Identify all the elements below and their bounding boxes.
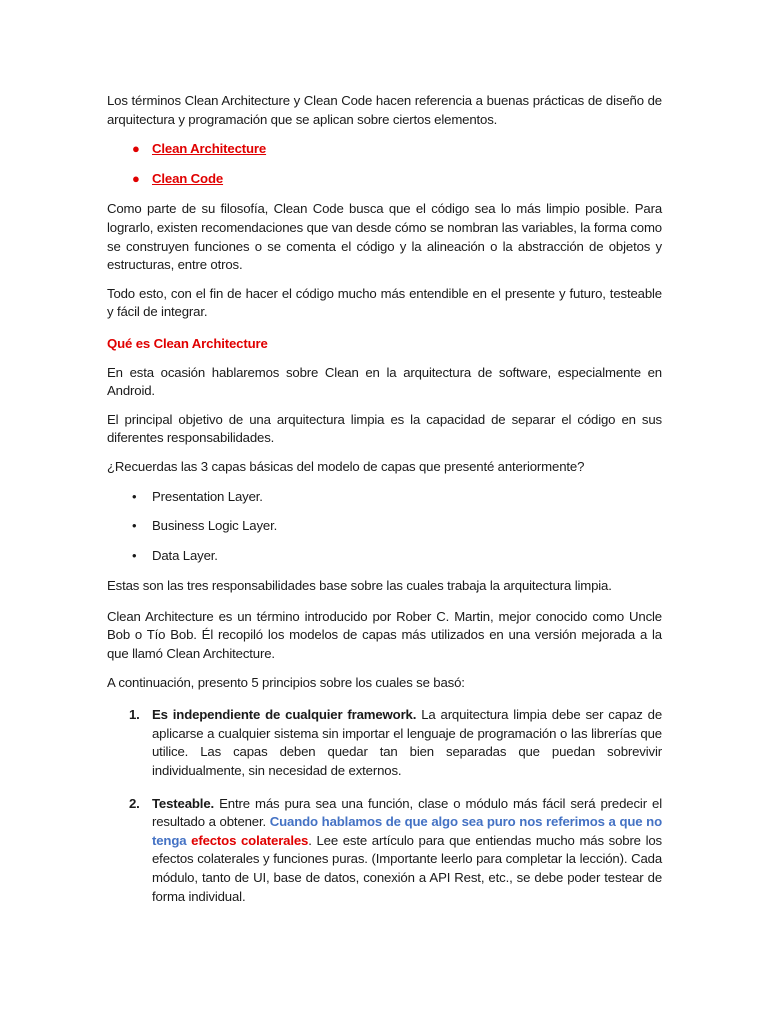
- pure-definition-text: Cuando hablamos de que algo sea puro nos referimos a que no tenga: [152, 814, 662, 848]
- intro-paragraph: Los términos Clean Architecture y Clean Code hacen referencia a buenas prácticas de diseño de arquitectura y programación que se aplican sobre ciertos elementos.: [107, 93, 662, 127]
- bullet-dot-icon: •: [132, 488, 137, 504]
- bullet-dot-icon: ●: [132, 141, 140, 157]
- occasion-paragraph: En esta ocasión hablaremos sobre Clean en la arquitectura de software, especialmente en Android.: [107, 364, 662, 399]
- layers-list: [107, 488, 662, 566]
- question-paragraph: ¿Recuerdas las 3 capas básicas del modelo de capas que presenté anteriormente?: [107, 458, 585, 474]
- principle-text: La arquitectura limpia debe ser capaz de aplicarse a cualquier sistema sin importar el lenguaje de programación o las librerías que utilice. Las capas deben quedar tan bien separadas que puedan sobrevivir individualmente, sin necesidad de externos.: [152, 707, 663, 779]
- list-item: [107, 547, 662, 566]
- layer-label: Presentation Layer.: [152, 488, 263, 504]
- principle-text: . Lee este artículo para que entiendas mucho más sobre los efectos colaterales y funciones puras. (Importante leerlo para completar la lección). Cada módulo, tanto de UI, base de datos, conexión a API Rest, etc., se debe poder testear de forma individual.: [152, 832, 662, 904]
- list-item: [107, 140, 662, 159]
- bullet-dot-icon: ●: [132, 170, 140, 186]
- clean-code-link[interactable]: Clean Code: [152, 170, 224, 186]
- list-number: 2.: [129, 795, 140, 811]
- principle-text: Entre más pura sea una función, clase o módulo más fácil será predecir el resultado a obtener.: [152, 795, 662, 830]
- list-item: [107, 488, 662, 507]
- layer-label: Business Logic Layer.: [152, 518, 278, 534]
- list-item: [107, 706, 662, 780]
- responsibilities-paragraph: Estas son las tres responsabilidades base sobre las cuales trabaja la arquitectura limpia.: [107, 578, 612, 594]
- clean-architecture-link[interactable]: Clean Architecture: [152, 141, 267, 157]
- list-item: [107, 517, 662, 536]
- principles-intro-paragraph: A continuación, presento 5 principios sobre los cuales se basó:: [107, 674, 465, 690]
- side-effects-link[interactable]: efectos colaterales: [191, 832, 309, 848]
- principles-list: [107, 706, 662, 906]
- objective-paragraph: El principal objetivo de una arquitectura limpia es la capacidad de separar el código en sus diferentes responsabilidades.: [107, 411, 662, 446]
- principle-title: Testeable.: [152, 795, 215, 811]
- topic-links-list: [107, 140, 662, 188]
- martin-paragraph: Clean Architecture es un término introducido por Rober C. Martin, mejor conocido como Uncle Bob o Tío Bob. Él recopiló los modelos de capas más utilizados en una versión mejorada a la que llamó Clean Architecture.: [107, 608, 662, 662]
- list-item: [107, 170, 662, 189]
- list-item: [107, 795, 662, 907]
- principle-title: Es independiente de cualquier framework.: [152, 707, 417, 723]
- section-heading: Qué es Clean Architecture: [107, 335, 268, 351]
- list-number: 1.: [129, 707, 140, 723]
- bullet-dot-icon: •: [132, 547, 137, 563]
- philosophy-paragraph: Como parte de su filosofía, Clean Code busca que el código sea lo más limpio posible. Para lograrlo, existen recomendaciones que van desde cómo se nombran las variables, la forma como se construyen funciones o se comenta el código y la alineación o la abstracción de objetos y estructuras, entre otros.: [107, 201, 662, 273]
- layer-label: Data Layer.: [152, 547, 218, 563]
- bullet-dot-icon: •: [132, 518, 137, 534]
- purpose-paragraph: Todo esto, con el fin de hacer el código mucho más entendible en el presente y futuro, testeable y fácil de integrar.: [107, 285, 662, 320]
